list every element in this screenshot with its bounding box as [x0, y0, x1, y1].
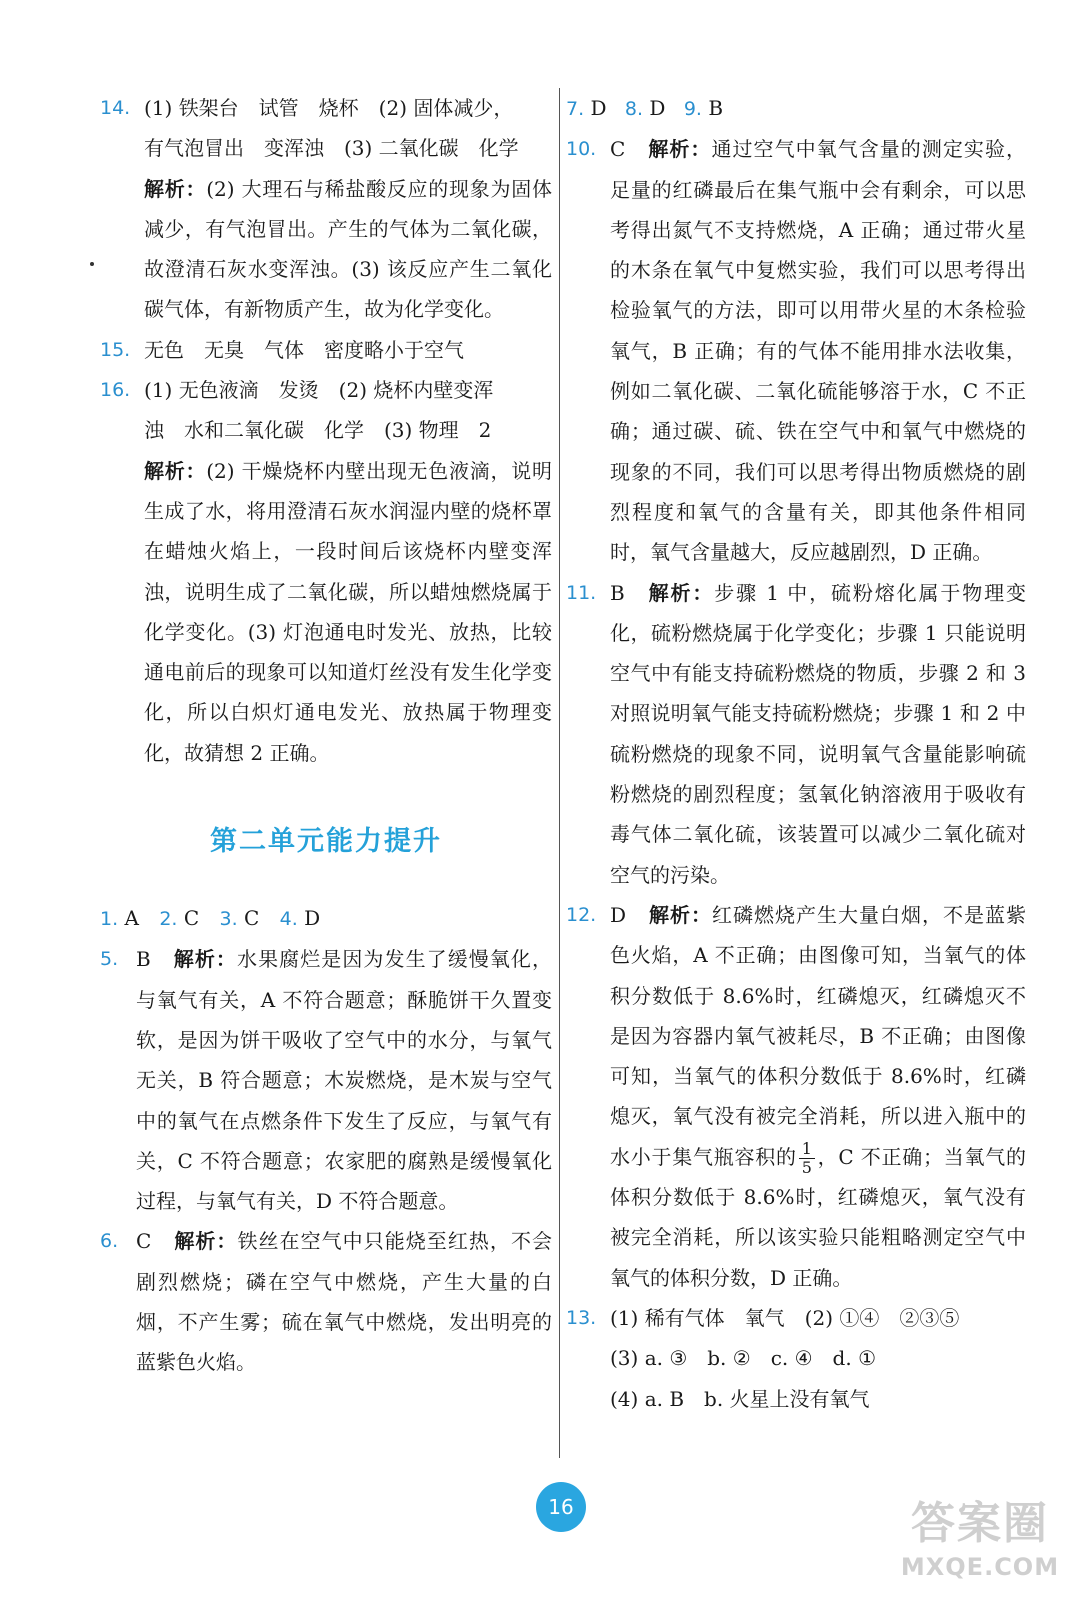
- answer-line: (1) 铁架台 试管 烧杯 (2) 固体减少，: [144, 96, 514, 120]
- explanation-label: 解析：: [144, 458, 207, 483]
- explanation-text: (2) 大理石与稀盐酸反应的现象为固体减少，有气泡冒出。产生的气体为二氧化碳，故澄清石灰水变浑浊。(3) 该反应产生二氧化碳气体，有新物质产生，故为化学变化。: [144, 176, 552, 322]
- item-number: 10.: [566, 138, 597, 161]
- item-number: 7.: [566, 98, 585, 120]
- explanation: [144, 451, 552, 773]
- explanation: [610, 573, 1026, 895]
- answer-items-7-9: [566, 88, 1026, 129]
- answer-value: B: [708, 96, 724, 120]
- explanation-text: 水果腐烂是因为发生了缓慢氧化，与氧气有关，A 不符合题意；酥脆饼干久置变软，是因为饼干吸收了空气中的水分，与氧气无关，B 符合题意；木炭燃烧，是木炭与空气中的氧气在点燃条件下发生了反应，与氧气有关，C 不符合题意；农家肥的腐熟是缓慢氧化过程，与氧气有关，D 不符合题意。: [136, 947, 553, 1214]
- item-number: 14.: [100, 97, 131, 119]
- explanation-label: 解析：: [173, 1229, 238, 1254]
- page-number: 16: [536, 1482, 586, 1532]
- item-number: 2.: [159, 908, 178, 931]
- fraction-numerator: 1: [801, 1138, 812, 1158]
- item-number: 8.: [624, 98, 644, 120]
- section-title: 第二单元能力提升: [210, 826, 442, 858]
- answer-line: (3) a. ③ b. ② c. ④ d. ①: [610, 1346, 876, 1371]
- item-number: 6.: [100, 1230, 119, 1253]
- answer-value: C: [136, 1229, 152, 1254]
- item-number: 3.: [219, 908, 238, 931]
- answer-item-12: [566, 895, 1026, 1298]
- answer-value: A: [124, 906, 139, 931]
- item-number: 9.: [683, 98, 702, 120]
- explanation-text: 铁丝在空气中只能烧至红热，不会剧烈燃烧；磷在空气中燃烧，产生大量的白烟，不产生雾；硫在氧气中燃烧，发出明亮的蓝紫色火焰。: [136, 1229, 553, 1375]
- left-column: [100, 88, 552, 1383]
- explanation: [136, 939, 552, 1221]
- explanation-label: 解析：: [648, 902, 713, 927]
- explanation-label: 解析：: [144, 176, 207, 201]
- explanation: [610, 129, 1026, 572]
- explanation: [144, 169, 552, 330]
- answer-value: C: [243, 906, 260, 931]
- answer-value: B: [610, 580, 625, 605]
- right-column: [566, 88, 1026, 1419]
- explanation: [610, 895, 1026, 1298]
- answer-line: (1) 稀有气体 氧气 (2) ①④ ②③⑤: [610, 1305, 960, 1330]
- explanation: [136, 1221, 552, 1382]
- explanation-text: 步骤 1 中，硫粉熔化属于物理变化，硫粉燃烧属于化学变化；步骤 1 只能说明空气中有能支持硫粉燃烧的物质，步骤 2 和 3 对照说明氧气能支持硫粉燃烧；步骤 1 和 2 中硫粉燃烧的现象不同，说明氧气含量能影响硫粉燃烧的剧烈程度；氢氧化钠溶液用于吸收有毒气体二氧化硫，该装置可以减少二氧化硫对空气的污染。: [610, 580, 1026, 887]
- answer-item-10: [566, 129, 1026, 572]
- column-divider: [559, 88, 560, 1458]
- answer-value: D: [649, 96, 666, 120]
- answer-line: [566, 88, 1026, 129]
- item-number: 5.: [100, 948, 119, 971]
- answer-item-16: [100, 370, 552, 773]
- explanation-text: (2) 干燥烧杯内壁出现无色液滴，说明生成了水，将用澄清石灰水润湿内壁的烧杯罩在蜡烛火焰上，一段时间后该烧杯内壁变浑浊，说明生成了二氧化碳，所以蜡烛燃烧属于化学变化。(3) 灯泡通电时发光、放热，比较通电前后的现象可以知道灯丝没有发生化学变化，所以白炽灯通电发光、放热属于物理变化，故猜想 2 正确。: [144, 458, 552, 765]
- item-number: 13.: [566, 1306, 597, 1329]
- item-number: 4.: [279, 908, 298, 931]
- answer-items-1-4: [100, 898, 552, 939]
- answer-line: [100, 898, 552, 939]
- item-number: 1.: [100, 908, 119, 931]
- explanation-text: 通过空气中氧气含量的测定实验，足量的红磷最后在集气瓶中会有剩余，可以思考得出氮气不支持燃烧，A 正确；通过带火星的木条在氧气中复燃实验，我们可以思考得出检验氧气的方法，即可以用带火星的木条检验氧气，B 正确；有的气体不能用排水法收集，例如二氧化碳、二氧化硫能够溶于水，C 不正确；通过碳、硫、铁在空气中和氧气中燃烧的现象的不同，我们可以思考得出物质燃烧的剧烈程度和氧气的含量有关，即其他条件相同时，氧气含量越大，反应越剧烈，D 正确。: [610, 137, 1027, 565]
- answer-item-6: [100, 1221, 552, 1382]
- explanation-text: ，C 不正确；当氧气的体积分数低于 8.6%时，红磷熄灭，氧气没有被完全消耗，所以该实验只能粗略测定空气中氧气的体积分数，D 正确。: [610, 1144, 1026, 1290]
- item-number: 12.: [566, 903, 597, 926]
- answer-value: D: [590, 96, 607, 120]
- explanation-text: 红磷燃烧产生大量白烟，不是蓝紫色火焰，A 不正确；由图像可知，当氧气的体积分数低于 8.6%时，红磷熄灭，红磷熄灭不是因为容器内氧气被耗尽，B 不正确；由图像可知，当氧气的体积分数低于 8.6%时，红磷熄灭，氧气没有被完全消耗，所以进入瓶中的水小于集气瓶容积的: [610, 902, 1027, 1169]
- watermark-url: MXQE.COM: [900, 1553, 1060, 1581]
- item-number: 11.: [566, 581, 597, 604]
- watermark-logo: [890, 1496, 1070, 1596]
- answer-item-14: [100, 88, 552, 330]
- fraction-denominator: 5: [799, 1158, 815, 1177]
- answer-value: D: [610, 902, 627, 927]
- answer-item-5: [100, 939, 552, 1221]
- explanation-label: 解析：: [647, 137, 712, 162]
- answer-value: C: [610, 137, 626, 162]
- fraction-one-fifth: [799, 1140, 815, 1177]
- answer-line: (1) 无色液滴 发烫 (2) 烧杯内壁变浑: [144, 378, 494, 403]
- item-number: 16.: [100, 379, 131, 402]
- answer-line: 有气泡冒出 变浑浊 (3) 二氧化碳 化学: [144, 136, 519, 161]
- explanation-label: 解析：: [172, 947, 237, 972]
- answer-value: B: [136, 947, 151, 972]
- answer-value: C: [183, 906, 200, 931]
- answer-item-15: [100, 330, 552, 370]
- answer-value: D: [304, 906, 321, 931]
- answer-line: 浊 水和二氧化碳 化学 (3) 物理 2: [144, 418, 492, 443]
- dot-mark: [90, 262, 94, 266]
- item-number: 15.: [100, 338, 131, 361]
- answer-line: 无色 无臭 气体 密度略小于空气: [144, 337, 464, 362]
- watermark-text: 答案圈: [911, 1498, 1049, 1549]
- answer-item-11: [566, 573, 1026, 895]
- explanation-label: 解析：: [646, 580, 715, 605]
- answer-item-13: [566, 1298, 1026, 1419]
- answer-line: (4) a. B b. 火星上没有氧气: [610, 1386, 870, 1411]
